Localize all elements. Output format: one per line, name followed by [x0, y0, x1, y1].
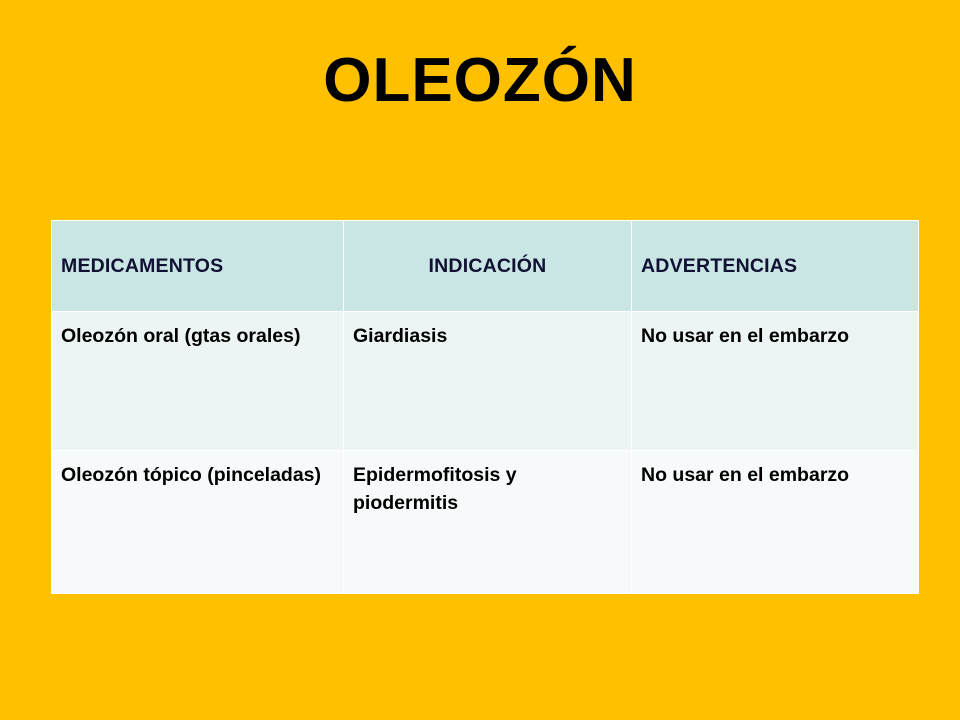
table-body	[52, 312, 919, 594]
cell-advertencia: No usar en el embarzo	[632, 312, 919, 451]
cell-advertencia: No usar en el embarzo	[632, 451, 919, 594]
page-title: OLEOZÓN	[323, 46, 637, 115]
medication-table-container	[51, 220, 918, 594]
column-header-advertencias: ADVERTENCIAS	[632, 221, 919, 312]
medication-table	[51, 220, 919, 594]
table-row	[52, 312, 919, 451]
table-header-row	[52, 221, 919, 312]
table-row	[52, 451, 919, 594]
cell-indicacion: Epidermofitosis y piodermitis	[344, 451, 632, 594]
cell-medicamento: Oleozón tópico (pinceladas)	[52, 451, 344, 594]
table-header	[52, 221, 919, 312]
column-header-medicamentos: MEDICAMENTOS	[52, 221, 344, 312]
cell-medicamento: Oleozón oral (gtas orales)	[52, 312, 344, 451]
column-header-indicacion: INDICACIÓN	[344, 221, 632, 312]
cell-indicacion: Giardiasis	[344, 312, 632, 451]
